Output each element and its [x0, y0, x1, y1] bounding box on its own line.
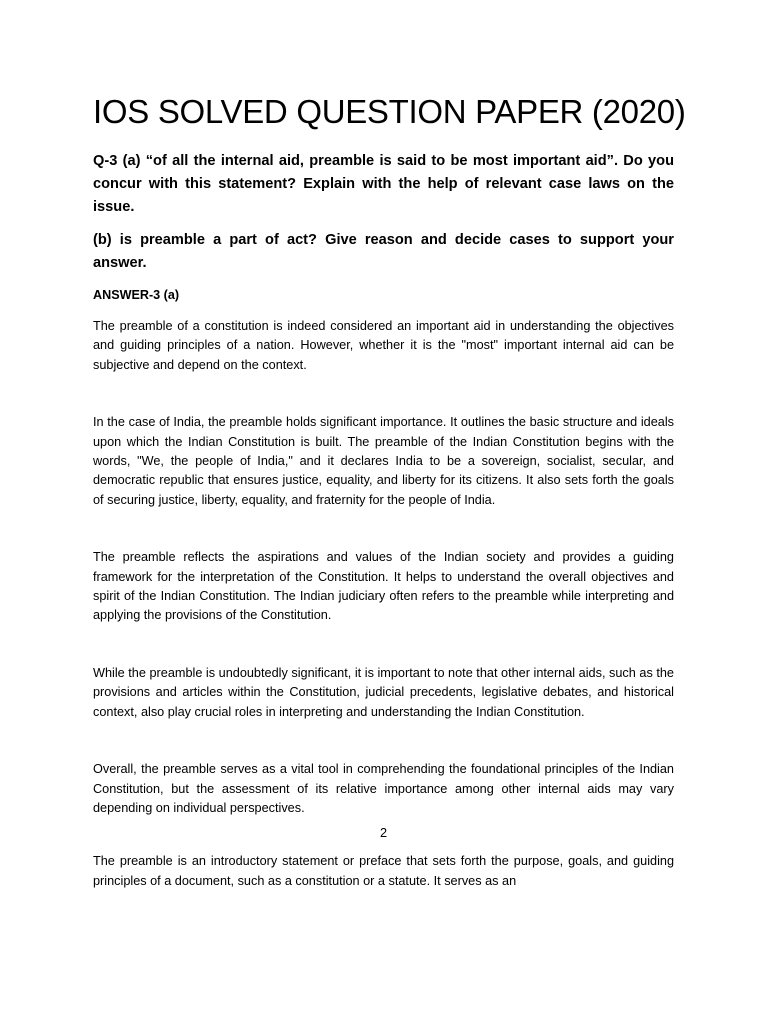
paragraph-gap [93, 722, 674, 760]
answer-paragraph-4: While the preamble is undoubtedly significant, it is important to note that other internal aids, such as the provisions and articles within the Constitution, judicial precedents, legislative debates, and historical context, also play crucial roles in interpreting and understanding the Indian Constitution. [93, 665, 674, 719]
page-number: 2 [379, 826, 388, 841]
paragraph-gap [93, 626, 674, 664]
answer-paragraph-3: The preamble reflects the aspirations and values of the Indian society and provides a guiding framework for the interpretation of the Constitution. It helps to understand the overall objectives and spirit of the Indian Constitution. The Indian judiciary often refers to the preamble while interpreting and applying the provisions of the Constitution. [93, 550, 674, 623]
paragraph-gap [93, 375, 674, 413]
question-b: (b) is preamble a part of act? Give reason and decide cases to support your answer. [93, 232, 674, 271]
answer-paragraph-2: In the case of India, the preamble holds significant importance. It outlines the basic structure and ideals upon which the Indian Constitution is built. The preamble of the Indian Constitution begins with the words, "We, the people of India," and it declares India to be a sovereign, socialist, secular, and democratic republic that ensures justice, equality, and liberty for its citizens. It also sets forth the goals of securing justice, liberty, equality, and fraternity for the people of India. [93, 415, 674, 507]
answer-paragraph-1: The preamble of a constitution is indeed considered an important aid in understanding the objectives and guiding principles of a nation. However, whether it is the "most" important internal aid can be subjective and depend on the context. [93, 319, 674, 372]
answer-paragraph-5: Overall, the preamble serves as a vital tool in comprehending the foundational principles of the Indian Constitution, but the assessment of its relative importance among other internal aids may vary depending on individual perspectives. [93, 762, 674, 815]
answer-label: ANSWER-3 (a) [93, 288, 180, 302]
page-title: IOS SOLVED QUESTION PAPER (2020) [93, 93, 686, 130]
paragraph-gap [93, 510, 674, 548]
next-page-paragraph: The preamble is an introductory statement or preface that sets forth the purpose, goals, and guiding principles of a document, such as a constitution or a statute. It serves as an [93, 854, 674, 888]
question-a: Q-3 (a) “of all the internal aid, preamble is said to be most important aid”. Do you concur with this statement? Explain with the help of relevant case laws on the issue. [93, 153, 674, 215]
